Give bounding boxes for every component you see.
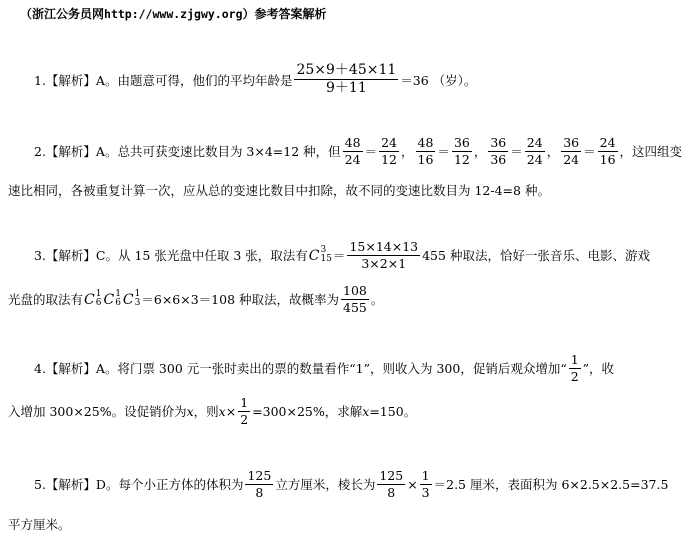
equals-sign: ＝	[437, 144, 450, 160]
answer-4-tail: ”，收	[582, 361, 615, 377]
answer-4-lead: 4.【解析】A。将门票 300 元一张时卖出的票的数量看作“1”，则收入为 300，促销后观众增加“	[34, 361, 567, 377]
variable-x: x	[218, 403, 226, 419]
combination-c3-1	[123, 290, 140, 308]
answer-2-lead: 2.【解析】A。总共可获变速比数目为 3×4=12 种，但	[34, 144, 341, 160]
fraction-numerator: 36	[453, 135, 470, 150]
combination-subscript: 6	[115, 298, 121, 309]
answer-2	[34, 136, 682, 167]
comma: ，	[473, 144, 487, 160]
fraction-denominator: 24	[526, 151, 543, 167]
answer-2-fraction	[561, 136, 581, 167]
fraction-denominator: 3	[421, 484, 430, 500]
answer-2-fraction	[525, 136, 545, 167]
document-header	[20, 5, 327, 22]
answer-3	[34, 240, 650, 271]
fraction-numerator: 1	[421, 468, 430, 483]
fraction-numerator: 36	[563, 135, 580, 150]
fraction-numerator: 48	[344, 135, 361, 150]
half-fraction	[569, 353, 581, 384]
answer-3-line2-mid: ＝6×6×3＝108 种取法，故概率为	[141, 292, 340, 308]
equals-sign: ＝	[583, 144, 596, 160]
fraction-numerator: 24	[599, 135, 616, 150]
answer-4-line2-mid2: =300×25%，求解	[252, 404, 363, 420]
fraction-numerator: 24	[381, 135, 397, 150]
answer-5-mid2: ＝2.5 厘米，表面积为 6×2.5×2.5=37.5	[433, 477, 669, 493]
combination-c15-3	[309, 246, 332, 264]
answer-2-fraction	[343, 136, 363, 167]
comma: ，	[401, 144, 414, 160]
combination-superscript: 1	[134, 289, 141, 300]
fraction-denominator: 24	[563, 151, 580, 167]
exponent-fraction	[420, 469, 432, 500]
fraction-numerator: 24	[526, 135, 543, 150]
combination-symbol: C	[122, 292, 134, 309]
equals-sign: ＝	[510, 144, 523, 160]
fraction-denominator: 8	[387, 484, 396, 500]
answer-3-fraction	[347, 240, 420, 271]
fraction-denominator: 8	[255, 484, 264, 500]
fraction-denominator: 12	[453, 151, 470, 167]
fraction-denominator: 2	[570, 368, 579, 384]
answer-2-fraction	[416, 136, 436, 167]
fraction-denominator: 12	[381, 151, 397, 167]
fraction-denominator: 16	[417, 151, 434, 167]
fraction-numerator: 125	[247, 468, 272, 483]
answer-2-continuation: 速比相同，各被重复计算一次，应从总的变速比数目中扣除，故不同的变速比数目为 12-4=8 种。	[8, 183, 550, 198]
answer-5	[34, 469, 668, 500]
answer-3-line2-lead: 光盘的取法有	[8, 292, 84, 308]
answer-2-fraction	[598, 136, 618, 167]
times-sign: ×	[225, 403, 237, 419]
combination-c6-1	[103, 290, 120, 308]
combination-symbol: C	[84, 292, 95, 309]
fraction-numerator: 108	[343, 283, 367, 298]
fraction-denominator: 3×2×1	[361, 255, 407, 271]
answer-3-line-2	[8, 284, 383, 315]
equals-sign: ＝	[364, 144, 378, 160]
equals-sign: ＝	[332, 248, 346, 264]
fraction-numerator: 125	[379, 468, 404, 483]
answer-3-lead: 3.【解析】C。从 15 张光盘中任取 3 张，取法有	[34, 248, 308, 264]
edge-fraction	[377, 469, 405, 500]
fraction-numerator: 1	[570, 352, 579, 367]
answer-1-lead: 1.【解析】A。由题意可得，他们的平均年龄是	[34, 72, 293, 88]
header-suffix: ）参考答案解析	[242, 7, 327, 21]
answer-2-fraction	[452, 136, 472, 167]
answer-2-fraction	[379, 136, 399, 167]
answer-4-line2-mid1: ，则	[193, 404, 219, 420]
probability-fraction	[341, 284, 369, 315]
variable-x: x	[362, 403, 370, 419]
period: 。	[370, 292, 384, 308]
fraction-denominator: 9＋11	[326, 80, 367, 97]
comma: ，	[546, 144, 560, 160]
answer-5-continuation: 平方厘米。	[8, 517, 71, 532]
variable-x: x	[186, 403, 194, 419]
half-fraction	[238, 396, 250, 427]
header-prefix: （浙江公务员网	[20, 7, 105, 21]
answer-5-mid1: 立方厘米，棱长为	[275, 477, 376, 493]
combination-superscript: 3	[320, 245, 327, 256]
combination-subscript: 3	[134, 298, 141, 309]
answer-5-lead: 5.【解析】D。每个小正方体的体积为	[34, 477, 244, 493]
fraction-numerator: 25×9＋45×11	[294, 63, 398, 80]
fraction-denominator: 2	[240, 411, 249, 427]
fraction-denominator: 455	[343, 299, 367, 315]
volume-fraction	[245, 469, 273, 500]
answer-2-fraction	[488, 136, 508, 167]
fraction-numerator: 36	[490, 135, 507, 150]
combination-subscript: 15	[320, 254, 332, 265]
fraction-denominator: 16	[599, 151, 616, 167]
combination-subscript: 6	[95, 298, 102, 309]
answer-1-fraction	[294, 63, 398, 97]
answer-1	[34, 63, 476, 97]
answer-4	[34, 353, 614, 384]
combination-symbol: C	[103, 292, 115, 309]
answer-5-line-2	[8, 515, 71, 533]
fraction-denominator: 36	[490, 151, 507, 167]
times-sign: ×	[407, 476, 418, 492]
answer-2-tail: ，这四组变	[619, 144, 683, 160]
answer-4-line-2	[8, 396, 416, 427]
answer-4-line2-end: =150。	[369, 404, 417, 420]
answer-3-tail: 455 种取法，恰好一张音乐、电影、游戏	[422, 248, 650, 264]
combination-c6-1	[84, 290, 101, 308]
answer-4-line2-lead: 入增加 300×25%。设促销价为	[8, 404, 187, 420]
combination-symbol: C	[308, 248, 320, 265]
combination-superscript: 1	[95, 289, 102, 300]
fraction-denominator: 24	[344, 151, 361, 167]
fraction-numerator: 15×14×13	[349, 239, 419, 254]
fraction-numerator: 1	[240, 395, 249, 410]
combination-superscript: 1	[115, 289, 121, 300]
answer-2-line-2	[8, 181, 550, 199]
fraction-numerator: 48	[417, 135, 434, 150]
answer-1-tail: ＝36 （岁）。	[400, 72, 477, 88]
header-url[interactable]: http://www.zjgwy.org	[104, 7, 243, 21]
